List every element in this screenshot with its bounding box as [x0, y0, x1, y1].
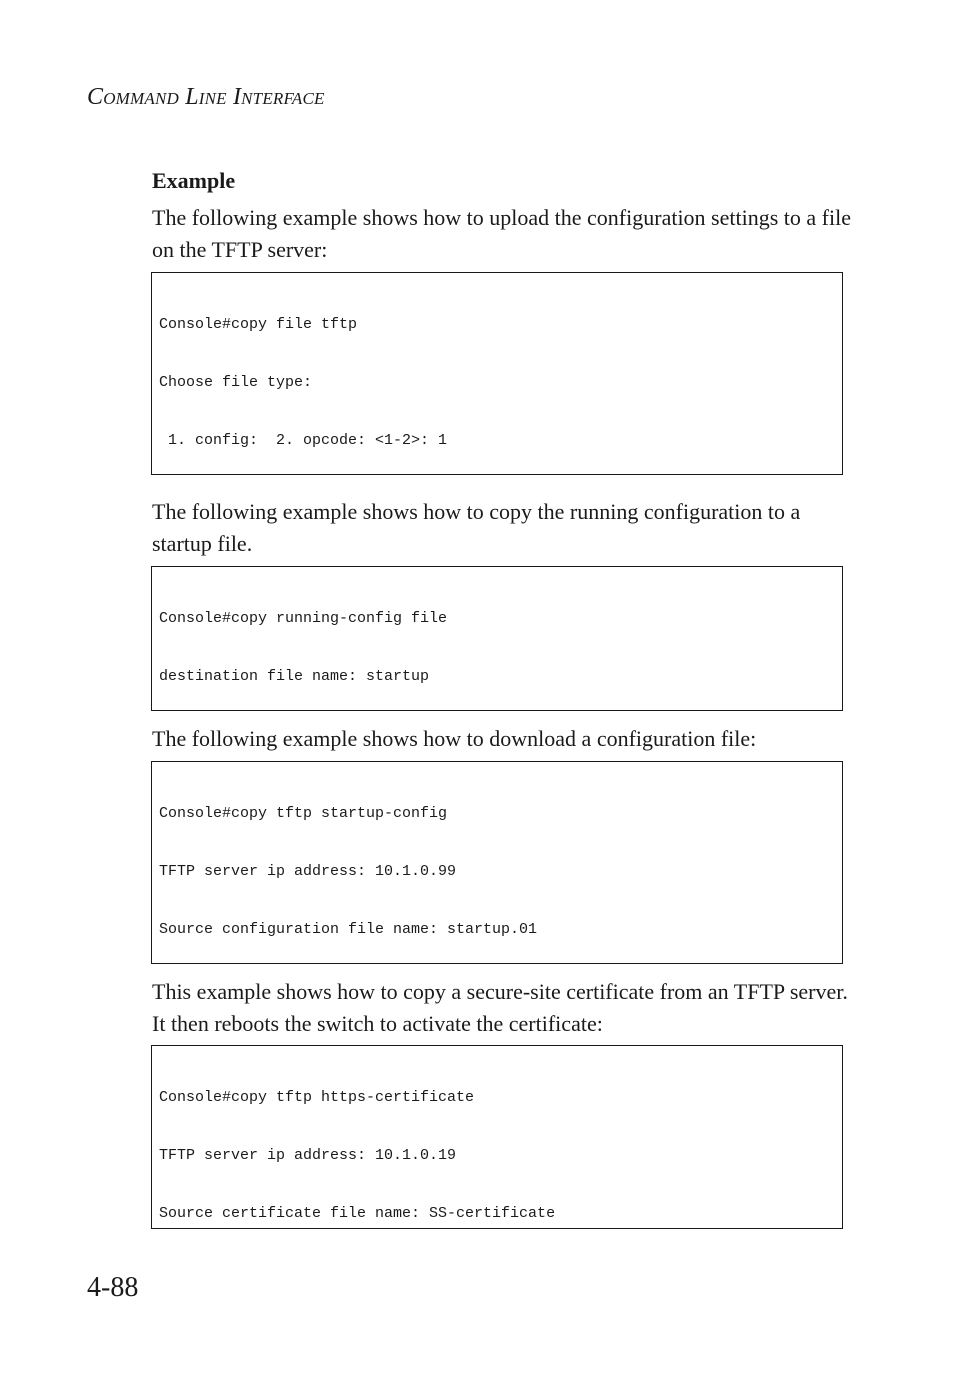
code-line: Console#copy running-config file — [159, 609, 448, 627]
code-block-certificate — [151, 1045, 843, 1229]
code-line: 1. config: 2. opcode: <1-2>: 1 — [159, 432, 448, 450]
page-number: 4-88 — [87, 1272, 139, 1303]
running-header: Command Line Interface — [87, 84, 325, 110]
code-line: Console#copy tftp startup-config — [159, 804, 448, 822]
code-line: Console#copy file tftp — [159, 315, 358, 333]
intro-upload-paragraph: The following example shows how to upload the configuration settings to a file on the TFTP server: — [152, 205, 851, 262]
code-block-copy-running — [151, 566, 843, 711]
code-block-upload — [151, 272, 843, 475]
code-line: TFTP server ip address: 10.1.0.99 — [159, 863, 457, 881]
code-line: Console#copy tftp https-certificate — [159, 1088, 475, 1106]
section-heading: Example — [152, 168, 236, 193]
code-line: Source configuration file name: startup.01 — [159, 921, 538, 939]
intro-download-paragraph: The following example shows how to download a configuration file: — [152, 726, 757, 751]
code-line: TFTP server ip address: 10.1.0.19 — [159, 1147, 457, 1165]
code-line: destination file name: startup — [159, 668, 430, 686]
code-line: Source certificate file name: SS-certificate — [159, 1205, 556, 1223]
intro-certificate-paragraph: This example shows how to copy a secure-site certificate from an TFTP server. It then reboots the switch to activate the certificate: — [152, 979, 848, 1036]
code-line: Choose file type: — [159, 374, 313, 392]
code-block-download — [151, 761, 843, 964]
intro-copy-running-paragraph: The following example shows how to copy the running configuration to a startup file. — [152, 499, 801, 556]
